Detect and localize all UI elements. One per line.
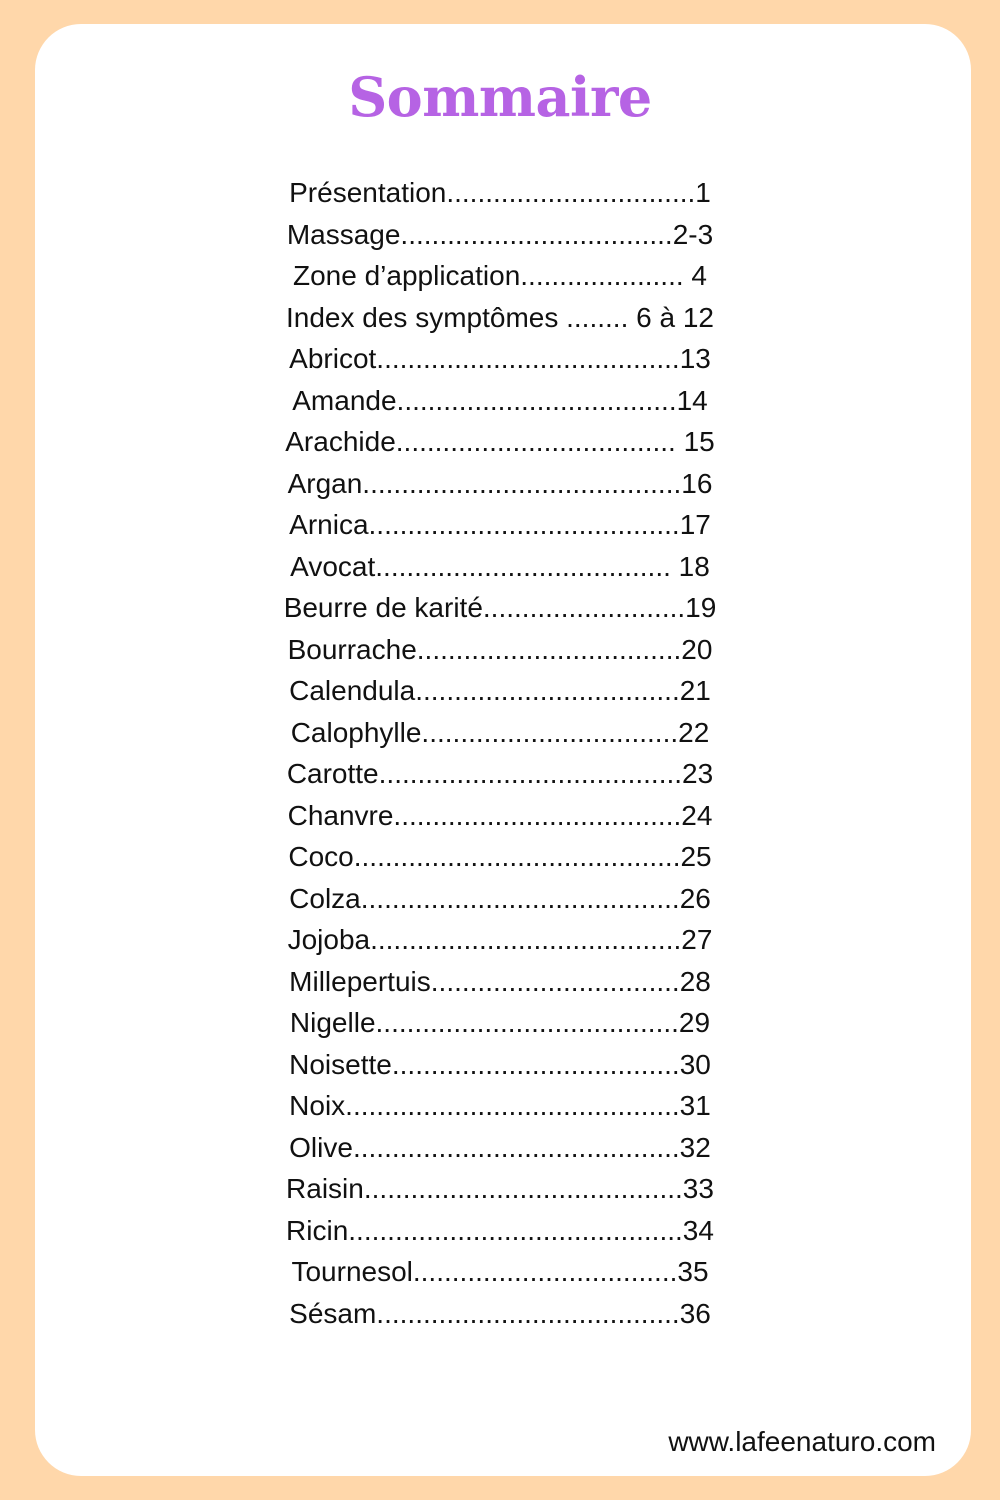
toc-entry: Calophylle.................................22 xyxy=(290,716,710,748)
toc-entry: Bourrache..................................20 xyxy=(287,633,713,665)
table-of-contents xyxy=(0,172,1000,1334)
toc-entry: Ricin...........................................34 xyxy=(286,1214,714,1246)
toc-entry: Chanvre.....................................24 xyxy=(287,799,713,831)
toc-entry: Olive..........................................32 xyxy=(289,1131,711,1163)
toc-entry: Carotte.......................................23 xyxy=(286,758,714,789)
toc-entry: Colza.........................................26 xyxy=(289,882,711,914)
toc-entry: Jojoba........................................27 xyxy=(287,924,713,955)
toc-entry: Calendula..................................21 xyxy=(289,675,711,706)
toc-entry: Tournesol..................................35 xyxy=(291,1256,709,1287)
toc-entry: Coco..........................................25 xyxy=(288,841,712,872)
toc-entry: Noisette.....................................30 xyxy=(289,1048,711,1080)
toc-entry: Présentation................................1 xyxy=(289,177,711,208)
page-title: Sommaire xyxy=(348,65,652,129)
website-url: www.lafeenaturo.com xyxy=(668,1426,936,1457)
toc-entry: Arnica........................................17 xyxy=(289,509,711,540)
toc-entry: Zone d’application..................... 4 xyxy=(293,260,707,291)
toc-entry: Avocat...................................... 18 xyxy=(290,550,710,582)
toc-entry: Argan.........................................16 xyxy=(287,467,713,499)
toc-entry: Massage...................................2-3 xyxy=(286,218,714,250)
toc-entry: Index des symptômes ........ 6 à 12 xyxy=(286,301,714,333)
toc-entry: Noix...........................................31 xyxy=(289,1090,711,1121)
toc-entry: Amande....................................14 xyxy=(292,384,708,416)
toc-entry: Sésam.......................................36 xyxy=(289,1297,711,1329)
toc-entry: Millepertuis................................28 xyxy=(289,965,711,997)
toc-entry: Arachide.................................... 15 xyxy=(285,426,715,457)
toc-entry: Nigelle.......................................29 xyxy=(289,1007,711,1038)
toc-entry: Raisin.........................................33 xyxy=(286,1173,714,1204)
toc-entry: Beurre de karité..........................19 xyxy=(283,592,717,623)
toc-entry: Abricot.......................................13 xyxy=(289,343,711,374)
